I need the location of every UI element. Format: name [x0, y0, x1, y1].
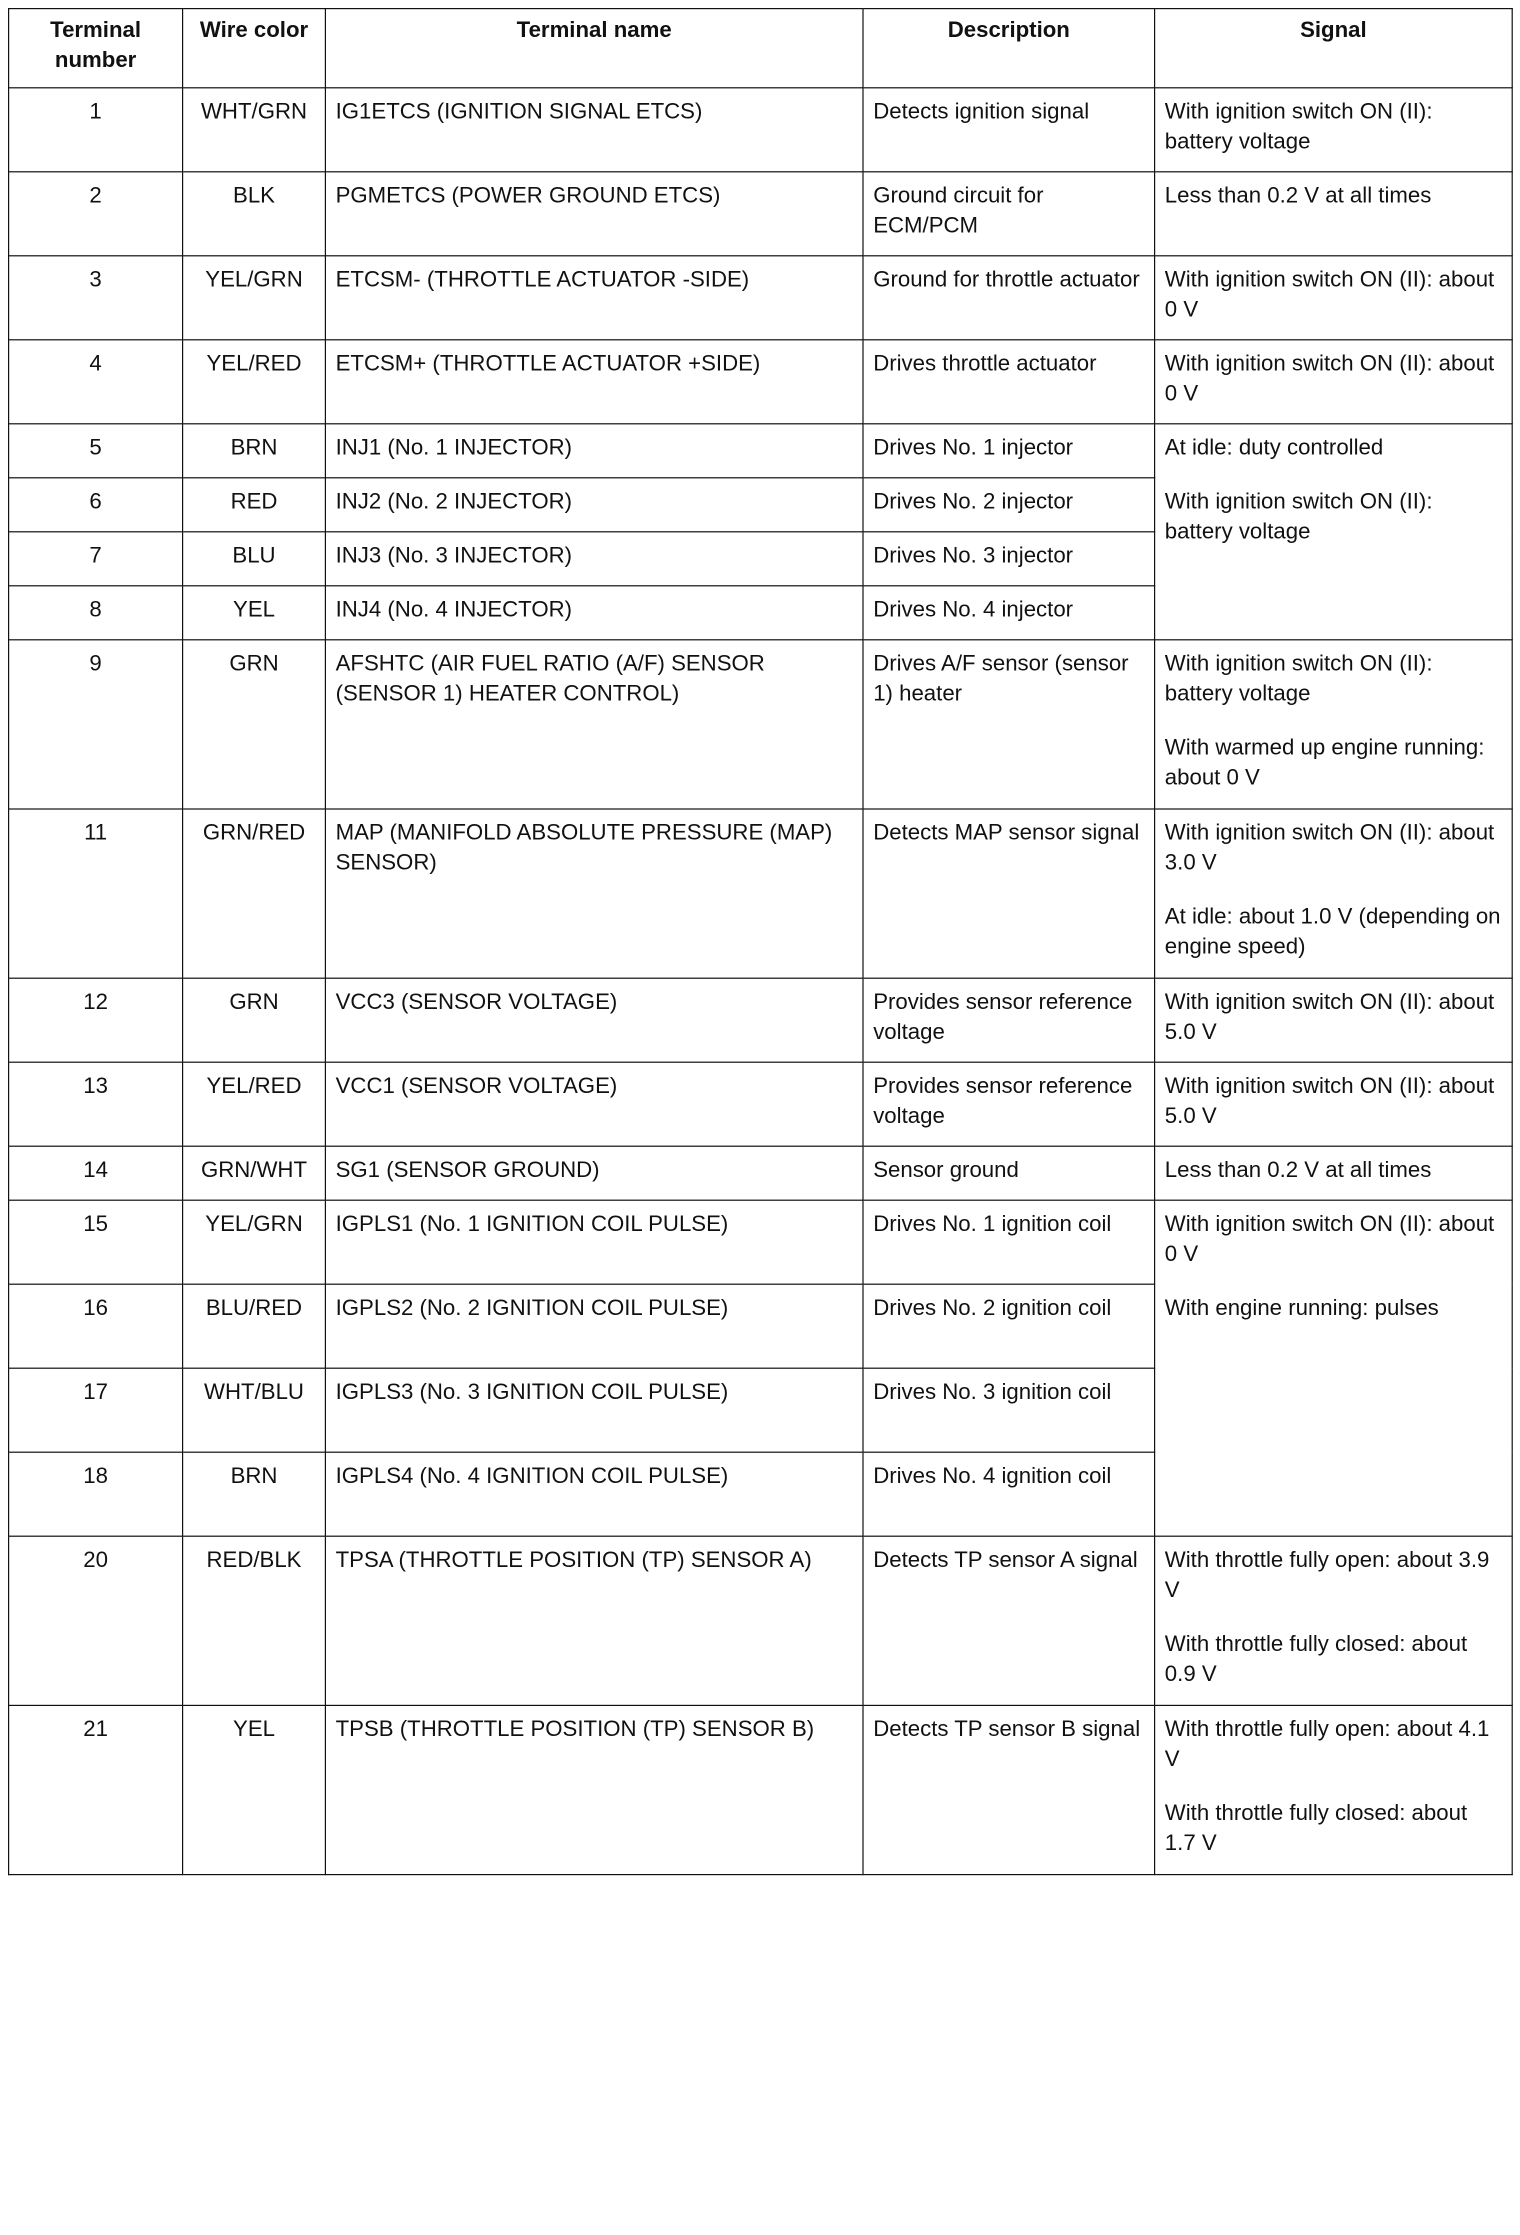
terminal-number: 13: [9, 1062, 183, 1146]
description: Drives throttle actuator: [863, 340, 1155, 424]
terminal-name: SG1 (SENSOR GROUND): [325, 1146, 863, 1200]
header-row: [9, 9, 1513, 88]
signal-text: With throttle fully closed: about 0.9 V: [1164, 1630, 1468, 1686]
terminal-number: 1: [9, 88, 183, 172]
terminal-name: PGMETCS (POWER GROUND ETCS): [325, 172, 863, 256]
table-row: [9, 424, 1513, 478]
description: Provides sensor reference voltage: [863, 978, 1155, 1062]
terminal-name: INJ4 (No. 4 INJECTOR): [325, 586, 863, 640]
signal-text: Less than 0.2 V at all times: [1164, 182, 1432, 208]
signal: [1155, 1146, 1513, 1200]
wire-color: GRN/RED: [183, 809, 326, 978]
terminal-number: 18: [9, 1452, 183, 1536]
signal: [1155, 978, 1513, 1062]
description: Provides sensor reference voltage: [863, 1062, 1155, 1146]
signal-text: With ignition switch ON (II): about 0 V: [1164, 1210, 1495, 1266]
terminal-name: IGPLS1 (No. 1 IGNITION COIL PULSE): [325, 1200, 863, 1284]
terminal-number: 21: [9, 1705, 183, 1874]
table-row: [9, 88, 1513, 172]
description: Drives No. 3 ignition coil: [863, 1368, 1155, 1452]
signal-text: With ignition switch ON (II): about 0 V: [1164, 350, 1495, 406]
wire-color: BRN: [183, 424, 326, 478]
wire-color: WHT/BLU: [183, 1368, 326, 1452]
description: Drives No. 2 ignition coil: [863, 1284, 1155, 1368]
header-wire-color: Wire color: [183, 9, 326, 88]
signal-text: With ignition switch ON (II): about 3.0 V: [1164, 819, 1495, 875]
table-row: [9, 340, 1513, 424]
description: Drives No. 3 injector: [863, 532, 1155, 586]
wire-color: RED/BLK: [183, 1536, 326, 1705]
table-row: [9, 1062, 1513, 1146]
terminal-number: 4: [9, 340, 183, 424]
terminal-name: ETCSM- (THROTTLE ACTUATOR -SIDE): [325, 256, 863, 340]
wire-color: BLU/RED: [183, 1284, 326, 1368]
header-terminal-name: Terminal name: [325, 9, 863, 88]
table-body: [9, 88, 1513, 1875]
wire-color: GRN/WHT: [183, 1146, 326, 1200]
terminal-name: TPSA (THROTTLE POSITION (TP) SENSOR A): [325, 1536, 863, 1705]
wire-color: GRN: [183, 978, 326, 1062]
header-description: Description: [863, 9, 1155, 88]
terminal-number: 3: [9, 256, 183, 340]
header-terminal-number: Terminal number: [9, 9, 183, 88]
terminal-number: 16: [9, 1284, 183, 1368]
signal-text: With engine running: pulses: [1164, 1294, 1439, 1320]
wire-color: YEL: [183, 1705, 326, 1874]
wire-color: YEL/GRN: [183, 256, 326, 340]
signal-text: With throttle fully open: about 4.1 V: [1164, 1715, 1490, 1771]
signal-text: With ignition switch ON (II): about 0 V: [1164, 266, 1495, 322]
table-row: [9, 809, 1513, 978]
terminal-name: IG1ETCS (IGNITION SIGNAL ETCS): [325, 88, 863, 172]
wire-color: RED: [183, 478, 326, 532]
terminal-name: IGPLS3 (No. 3 IGNITION COIL PULSE): [325, 1368, 863, 1452]
table-row: [9, 1705, 1513, 1874]
terminal-name: VCC1 (SENSOR VOLTAGE): [325, 1062, 863, 1146]
table-row: [9, 256, 1513, 340]
wire-color: WHT/GRN: [183, 88, 326, 172]
terminal-name: ETCSM+ (THROTTLE ACTUATOR +SIDE): [325, 340, 863, 424]
signal: [1155, 640, 1513, 809]
description: Detects ignition signal: [863, 88, 1155, 172]
terminal-name: INJ2 (No. 2 INJECTOR): [325, 478, 863, 532]
signal: [1155, 1705, 1513, 1874]
description: Ground circuit for ECM/PCM: [863, 172, 1155, 256]
signal: [1155, 809, 1513, 978]
terminal-number: 5: [9, 424, 183, 478]
signal-text: With ignition switch ON (II): about 5.0 V: [1164, 988, 1495, 1044]
terminal-name: IGPLS4 (No. 4 IGNITION COIL PULSE): [325, 1452, 863, 1536]
description: Ground for throttle actuator: [863, 256, 1155, 340]
wire-color: YEL/RED: [183, 340, 326, 424]
terminal-number: 20: [9, 1536, 183, 1705]
description: Detects MAP sensor signal: [863, 809, 1155, 978]
signal-text: With ignition switch ON (II): battery voltage: [1164, 98, 1433, 154]
terminal-name: IGPLS2 (No. 2 IGNITION COIL PULSE): [325, 1284, 863, 1368]
terminal-table: [8, 8, 1513, 1875]
description: Drives No. 4 ignition coil: [863, 1452, 1155, 1536]
terminal-name: MAP (MANIFOLD ABSOLUTE PRESSURE (MAP) SENSOR): [325, 809, 863, 978]
header-signal: Signal: [1155, 9, 1513, 88]
terminal-number: 2: [9, 172, 183, 256]
signal-text: With ignition switch ON (II): battery voltage: [1164, 488, 1433, 544]
terminal-number: 12: [9, 978, 183, 1062]
terminal-number: 7: [9, 532, 183, 586]
terminal-number: 8: [9, 586, 183, 640]
wire-color: BLK: [183, 172, 326, 256]
terminal-number: 6: [9, 478, 183, 532]
signal-text: With ignition switch ON (II): battery voltage: [1164, 650, 1433, 706]
description: Sensor ground: [863, 1146, 1155, 1200]
wire-color: YEL/GRN: [183, 1200, 326, 1284]
terminal-number: 11: [9, 809, 183, 978]
signal: [1155, 88, 1513, 172]
wire-color: YEL: [183, 586, 326, 640]
terminal-name: VCC3 (SENSOR VOLTAGE): [325, 978, 863, 1062]
signal-text: With ignition switch ON (II): about 5.0 V: [1164, 1072, 1495, 1128]
wire-color: YEL/RED: [183, 1062, 326, 1146]
signal-text: With throttle fully closed: about 1.7 V: [1164, 1799, 1468, 1855]
signal: [1155, 256, 1513, 340]
table-header: [9, 9, 1513, 88]
terminal-number: 15: [9, 1200, 183, 1284]
table-row: [9, 978, 1513, 1062]
description: Drives No. 2 injector: [863, 478, 1155, 532]
terminal-name: INJ1 (No. 1 INJECTOR): [325, 424, 863, 478]
signal-text: At idle: about 1.0 V (depending on engine speed): [1164, 903, 1501, 959]
terminal-table-page: [8, 8, 1520, 2235]
terminal-number: 14: [9, 1146, 183, 1200]
signal-text: With warmed up engine running: about 0 V: [1164, 734, 1485, 790]
wire-color: BLU: [183, 532, 326, 586]
signal: [1155, 340, 1513, 424]
terminal-name: TPSB (THROTTLE POSITION (TP) SENSOR B): [325, 1705, 863, 1874]
signal-text: With throttle fully open: about 3.9 V: [1164, 1546, 1490, 1602]
terminal-name: AFSHTC (AIR FUEL RATIO (A/F) SENSOR (SENSOR 1) HEATER CONTROL): [325, 640, 863, 809]
terminal-number: 17: [9, 1368, 183, 1452]
signal-text: Less than 0.2 V at all times: [1164, 1156, 1432, 1182]
description: Drives No. 1 ignition coil: [863, 1200, 1155, 1284]
table-row: [9, 1200, 1513, 1284]
wire-color: BRN: [183, 1452, 326, 1536]
terminal-name: INJ3 (No. 3 INJECTOR): [325, 532, 863, 586]
signal: [1155, 424, 1513, 640]
signal: [1155, 1062, 1513, 1146]
description: Detects TP sensor A signal: [863, 1536, 1155, 1705]
table-row: [9, 172, 1513, 256]
table-row: [9, 1536, 1513, 1705]
signal: [1155, 172, 1513, 256]
signal: [1155, 1536, 1513, 1705]
description: Drives No. 4 injector: [863, 586, 1155, 640]
signal: [1155, 1200, 1513, 1536]
signal-text: At idle: duty controlled: [1164, 434, 1384, 460]
description: Drives A/F sensor (sensor 1) heater: [863, 640, 1155, 809]
table-row: [9, 640, 1513, 809]
wire-color: GRN: [183, 640, 326, 809]
description: Detects TP sensor B signal: [863, 1705, 1155, 1874]
description: Drives No. 1 injector: [863, 424, 1155, 478]
terminal-number: 9: [9, 640, 183, 809]
table-row: [9, 1146, 1513, 1200]
